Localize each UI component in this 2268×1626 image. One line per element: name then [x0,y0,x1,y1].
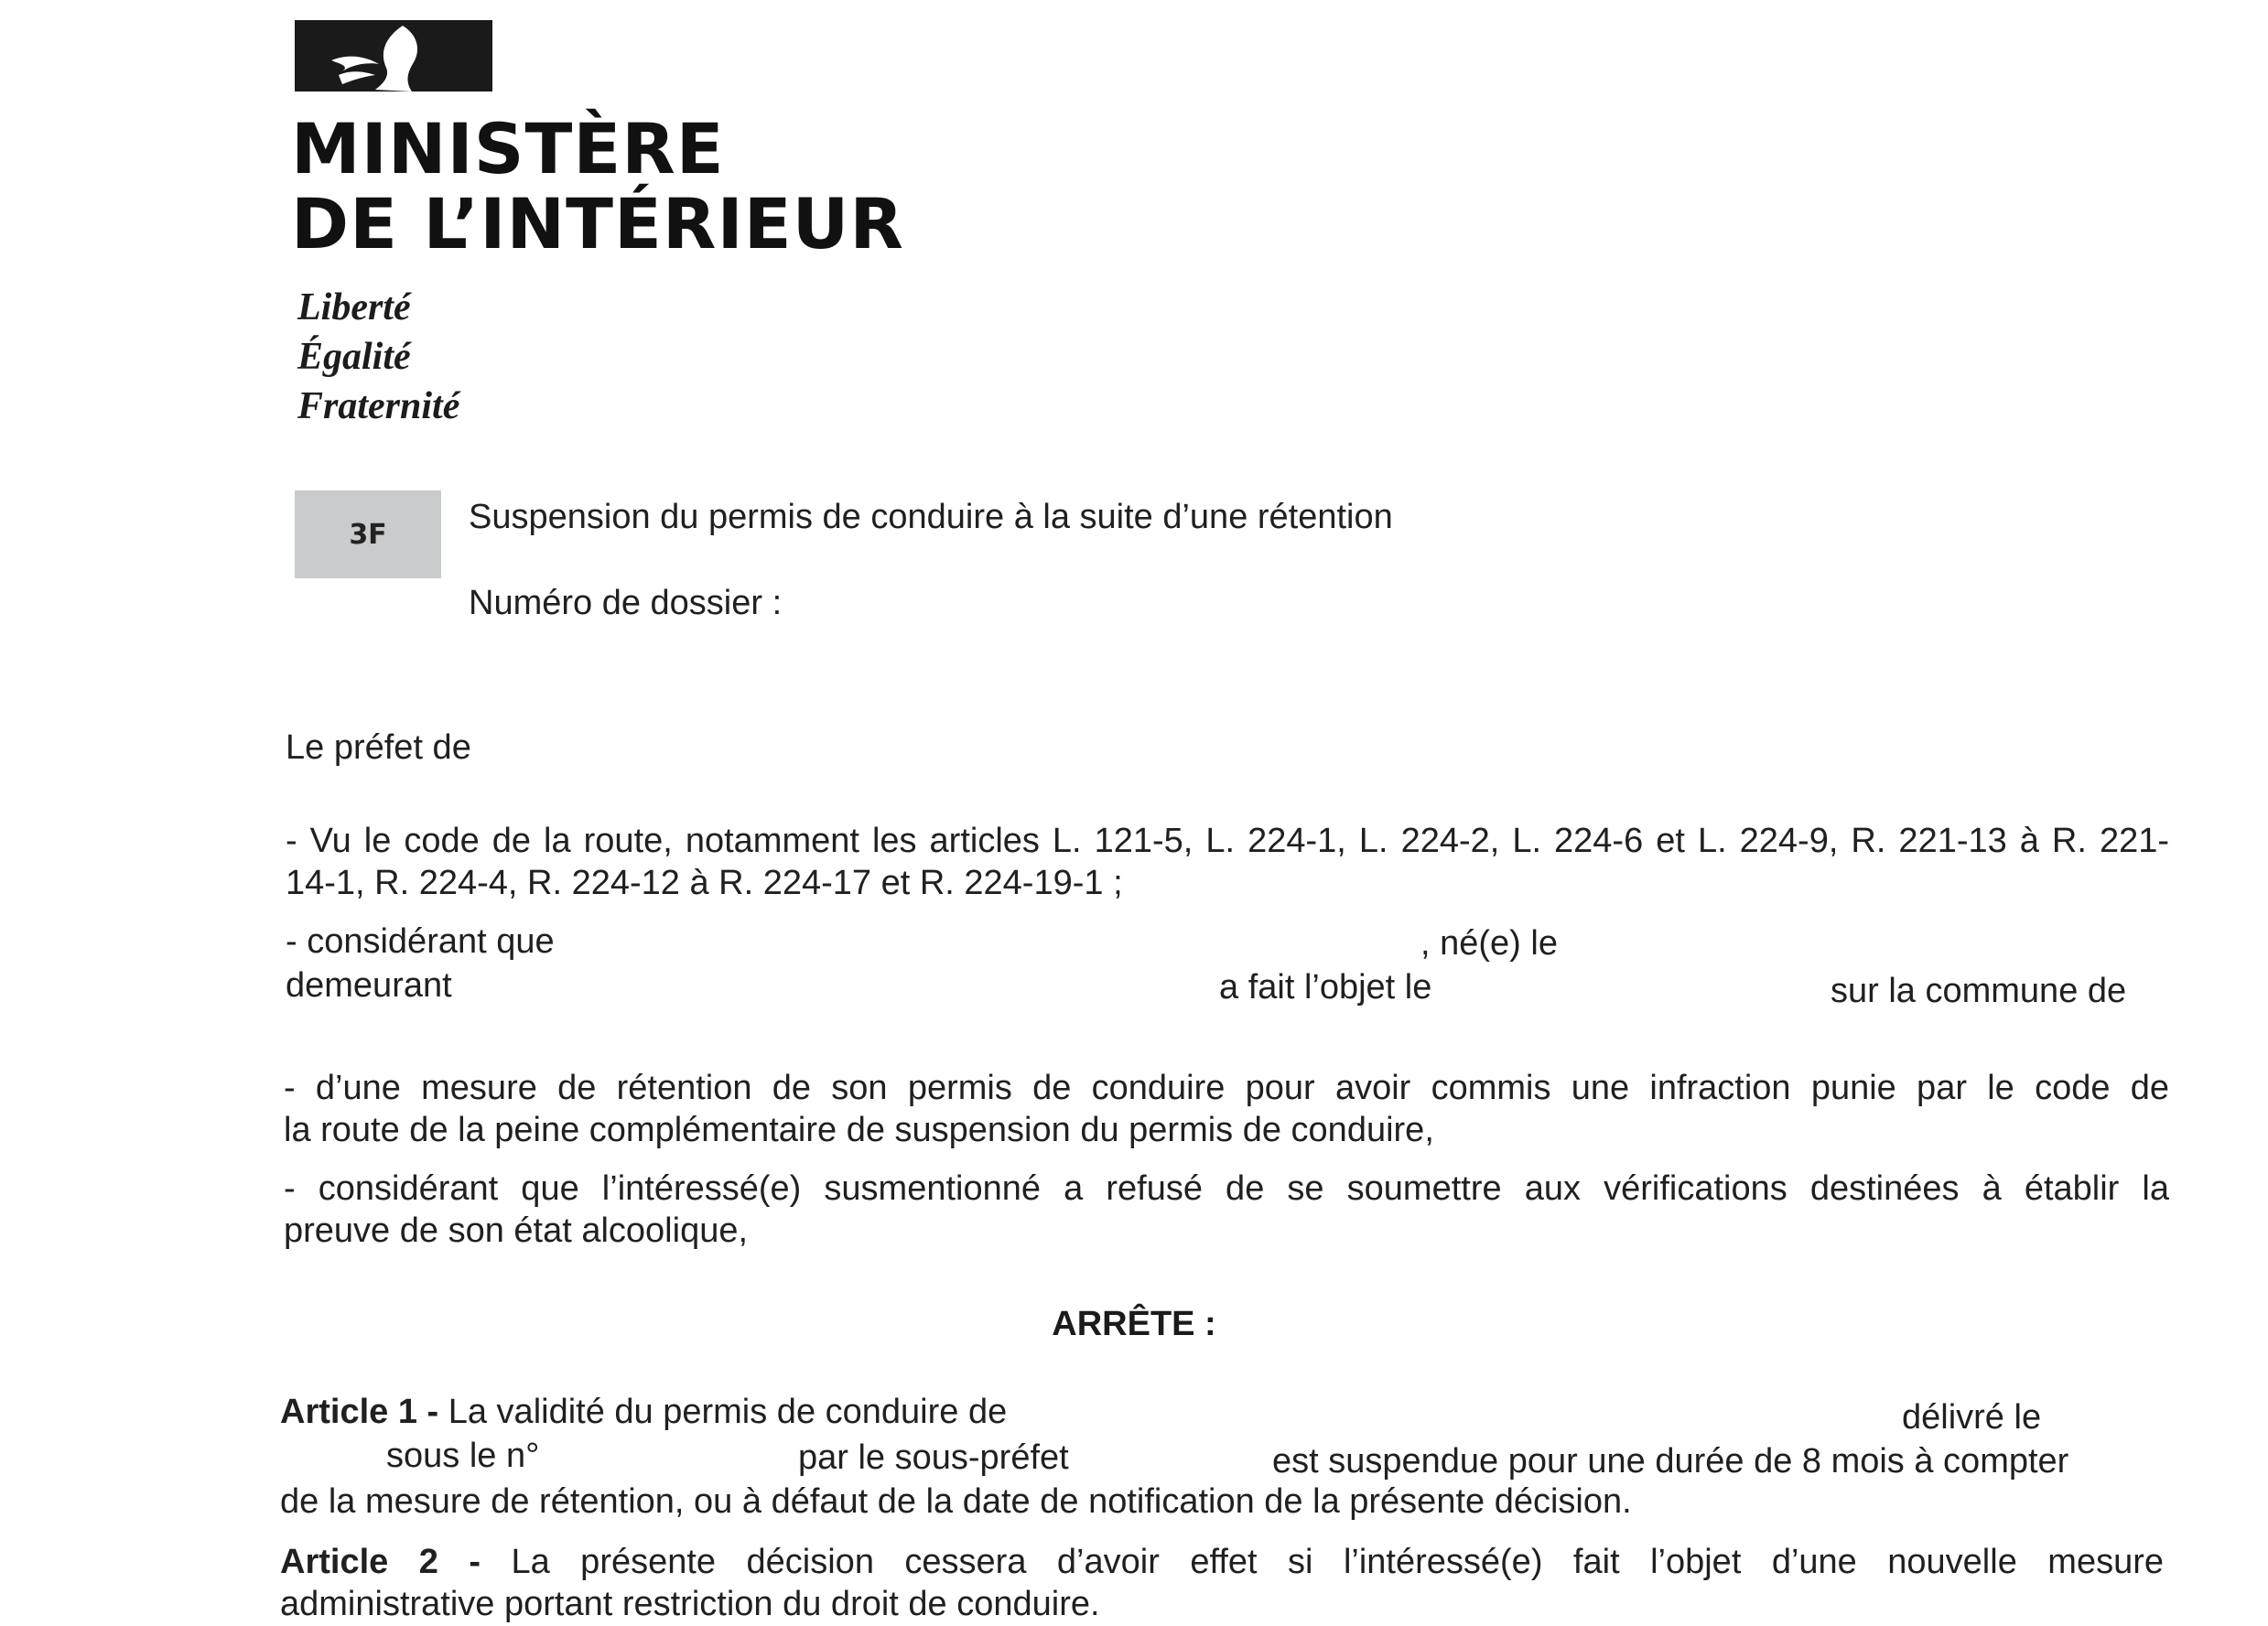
refus-paragraph-line2: preuve de son état alcoolique, [284,1211,749,1250]
article1-delivre: délivré le [1902,1398,2042,1437]
file-number-label: Numéro de dossier : [469,584,783,622]
marianne-icon [295,20,492,92]
article1-line1 [280,1393,1007,1432]
article2-line2: administrative portant restriction du droit de conduire. [280,1585,1100,1623]
article2-text-a: La présente décision cessera d’avoir effet si l’intéressé(e) fait l’objet d’une nouvelle mesure [511,1543,2165,1581]
article1-sous-le-no: sous le n° [386,1437,540,1475]
considerant-que-label: - considérant que [286,922,555,961]
fait-objet-label: a fait l’objet le [1219,968,1432,1007]
motto-fraternite: Fraternité [297,385,460,427]
article1-line3: de la mesure de rétention, ou à défaut de la date de notification de la présente décision. [280,1482,1632,1521]
form-title: Suspension du permis de conduire à la suite d’une rétention [469,498,1393,536]
vu-paragraph-line1: - Vu le code de la route, notamment les articles L. 121-5, L. 224-1, L. 224-2, L. 224-6 et L. 224-9, R. 221-13 à R. 221- [286,822,2169,860]
mesure-paragraph-line1: - d’une mesure de rétention de son permis de conduire pour avoir commis une infraction punie par le code de [284,1069,2169,1107]
article1-par-sous-prefet: par le sous-préfet [798,1438,1069,1477]
vu-paragraph-line2: 14-1, R. 224-4, R. 224-12 à R. 224-17 et R. 224-19-1 ; [286,864,1123,902]
article1-label: Article 1 - [280,1393,439,1431]
article2-label: Article 2 - [280,1543,481,1581]
sur-commune-label: sur la commune de [1831,972,2127,1010]
article2-line1 [280,1543,2164,1582]
ne-le-label: , né(e) le [1420,924,1558,963]
article1-suspendue: est suspendue pour une durée de 8 mois à compter [1272,1442,2069,1481]
marianne-logo [295,20,492,92]
prefet-line: Le préfet de [286,728,471,767]
ministry-name-line1: MINISTÈRE [291,108,725,189]
demeurant-label: demeurant [286,966,452,1005]
article1-text-a: La validité du permis de conduire de [448,1393,1008,1431]
mesure-paragraph-line2: la route de la peine complémentaire de suspension du permis de conduire, [284,1111,1434,1149]
form-code: 3F [349,518,387,551]
arrete-heading: ARRÊTE : [1052,1305,1216,1343]
refus-paragraph-line1: - considérant que l’intéressé(e) susmentionné a refusé de se soumettre aux vérifications destinées à établir la [284,1169,2169,1208]
motto-liberte: Liberté [297,286,411,328]
motto-egalite: Égalité [297,336,411,378]
ministry-name-line2: DE L’INTÉRIEUR [291,183,904,264]
form-code-badge [295,490,441,578]
